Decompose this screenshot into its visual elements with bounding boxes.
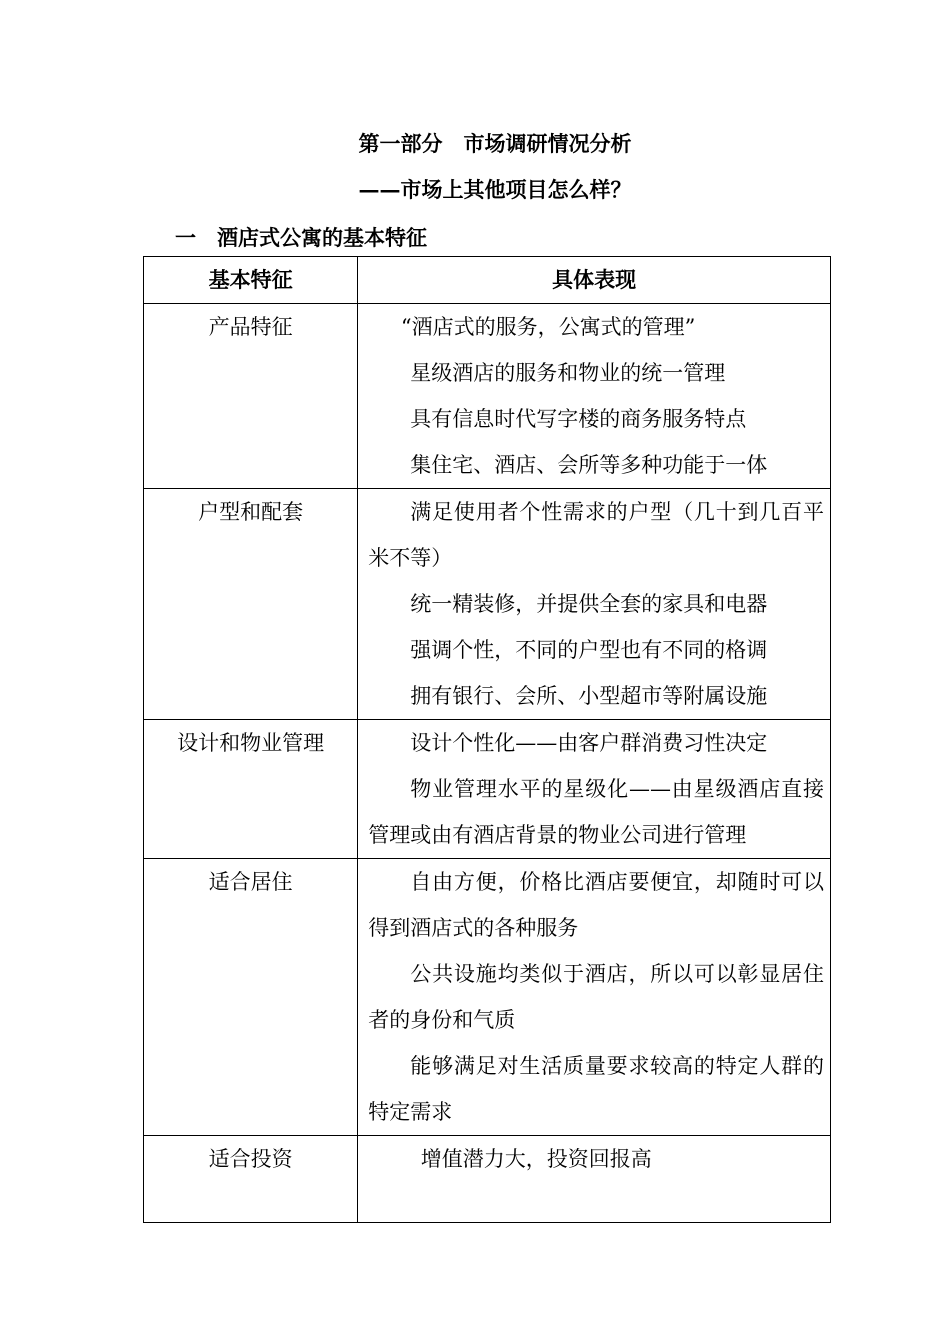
document-title: 第一部分 市场调研情况分析: [358, 131, 632, 156]
header-basic-feature: 基本特征: [144, 257, 358, 304]
feature-table: [143, 256, 831, 1223]
section-heading: 一 酒店式公寓的基本特征: [175, 225, 427, 250]
table-row: [144, 489, 831, 720]
table-row: [144, 1136, 831, 1223]
detail-cell: [358, 859, 831, 1136]
detail-cell: [358, 489, 831, 720]
detail-line: 集住宅、酒店、会所等多种功能于一体: [410, 453, 768, 477]
detail-line: 增值潜力大，投资回报高: [420, 1147, 652, 1171]
detail-line: 能够满足对生活质量要求较高的特定人群的特定需求: [368, 1054, 824, 1124]
detail-cell: [358, 304, 831, 489]
detail-line: 自由方便，价格比酒店要便宜，却随时可以得到酒店式的各种服务: [368, 870, 824, 940]
table-row: [144, 304, 831, 489]
header-specific-performance: 具体表现: [358, 257, 831, 304]
table-row: [144, 720, 831, 859]
detail-cell: [358, 1136, 831, 1223]
detail-line: 公共设施均类似于酒店，所以可以彰显居住者的身份和气质: [368, 962, 824, 1032]
detail-line: “酒店式的服务，公寓式的管理”: [400, 315, 696, 339]
feature-name: 适合居住: [144, 859, 358, 1136]
detail-line: 统一精装修，并提供全套的家具和电器: [410, 592, 768, 616]
detail-line: 物业管理水平的星级化——由星级酒店直接管理或由有酒店背景的物业公司进行管理: [368, 777, 824, 847]
feature-name: 适合投资: [144, 1136, 358, 1223]
detail-line: 满足使用者个性需求的户型（几十到几百平米不等）: [368, 500, 824, 570]
table-header-row: [144, 257, 831, 304]
detail-line: 拥有银行、会所、小型超市等附属设施: [410, 684, 768, 708]
detail-line: 具有信息时代写字楼的商务服务特点: [410, 407, 747, 431]
document-subtitle: ——市场上其他项目怎么样？: [358, 177, 632, 202]
feature-name: 户型和配套: [144, 489, 358, 720]
detail-line: 强调个性，不同的户型也有不同的格调: [410, 638, 768, 662]
feature-name: 产品特征: [144, 304, 358, 489]
detail-line: 星级酒店的服务和物业的统一管理: [410, 361, 726, 385]
table-row: [144, 859, 831, 1136]
detail-line: 设计个性化——由客户群消费习性决定: [410, 731, 768, 755]
feature-name: 设计和物业管理: [144, 720, 358, 859]
detail-cell: [358, 720, 831, 859]
